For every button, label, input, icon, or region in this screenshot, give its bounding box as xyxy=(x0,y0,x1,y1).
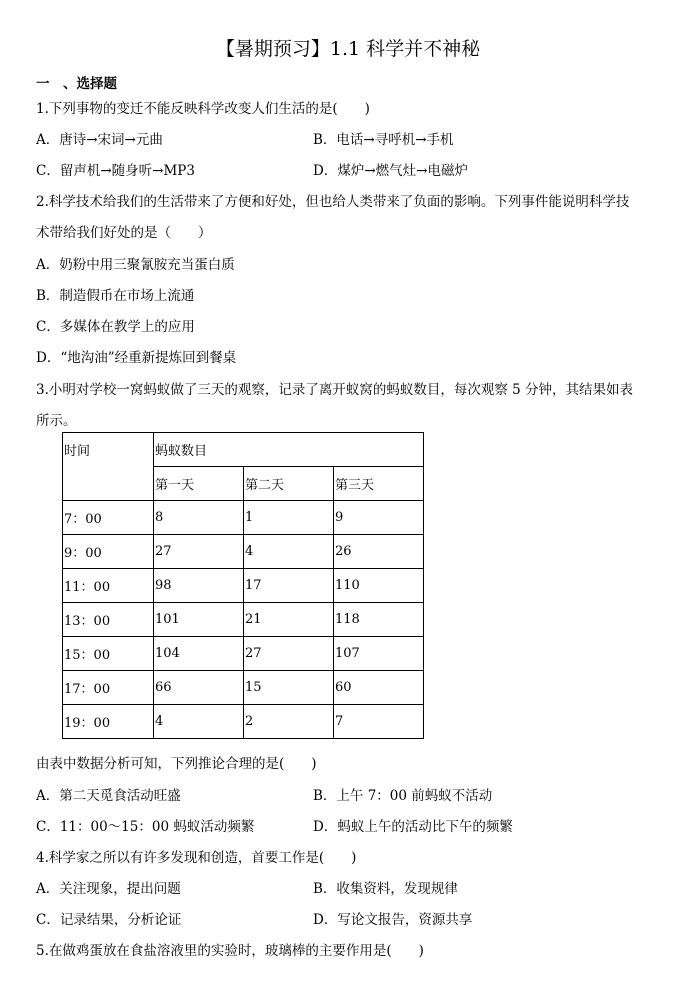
table-time-header: 时间 xyxy=(63,433,154,501)
table-row xyxy=(63,637,424,671)
table-cell-time: 17：00 xyxy=(63,671,154,705)
question-1-option-a: A．唐诗→宋词→元曲 xyxy=(36,132,163,148)
ant-count-table xyxy=(62,432,424,739)
table-cell-time: 7：00 xyxy=(63,501,154,535)
table-cell: 17 xyxy=(244,569,334,603)
table-cell: 8 xyxy=(154,501,244,535)
table-cell: 7 xyxy=(334,705,424,739)
table-cell: 4 xyxy=(154,705,244,739)
table-cell-time: 15：00 xyxy=(63,637,154,671)
table-cell: 27 xyxy=(244,637,334,671)
question-4-option-a: A．关注现象，提出问题 xyxy=(36,881,181,897)
question-3-option-c: C．11：00～15：00 蚂蚁活动频繁 xyxy=(36,819,255,835)
question-3-option-d: D．蚂蚁上午的活动比下午的频繁 xyxy=(313,819,513,835)
table-cell: 4 xyxy=(244,535,334,569)
table-cell: 66 xyxy=(154,671,244,705)
table-cell-time: 19：00 xyxy=(63,705,154,739)
table-cell: 104 xyxy=(154,637,244,671)
table-cell: 26 xyxy=(334,535,424,569)
question-4-option-d: D．写论文报告，资源共享 xyxy=(313,912,473,928)
question-3-prompt: 由表中数据分析可知，下列推论合理的是( ) xyxy=(36,756,317,772)
table-cell-time: 11：00 xyxy=(63,569,154,603)
table-row xyxy=(63,671,424,705)
question-2-stem-line1: 2.科学技术给我们的生活带来了方便和好处，但也给人类带来了负面的影响。下列事件能说明科学技 xyxy=(36,194,630,210)
question-2-option-d: D．“地沟油”经重新提炼回到餐桌 xyxy=(36,350,237,366)
table-cell: 60 xyxy=(334,671,424,705)
table-row xyxy=(63,705,424,739)
table-cell: 1 xyxy=(244,501,334,535)
table-cell: 9 xyxy=(334,501,424,535)
question-2-stem-line2: 术带给我们好处的是（ ） xyxy=(36,225,212,241)
question-2-option-c: C．多媒体在教学上的应用 xyxy=(36,319,195,335)
table-cell: 21 xyxy=(244,603,334,637)
question-1-option-b: B．电话→寻呼机→手机 xyxy=(313,132,454,148)
table-cell: 27 xyxy=(154,535,244,569)
table-cell: 98 xyxy=(154,569,244,603)
question-3-stem-line1: 3.小明对学校一窝蚂蚁做了三天的观察，记录了离开蚁窝的蚂蚁数目，每次观察 5 分钟，其结果如表 xyxy=(36,382,634,398)
table-row xyxy=(63,569,424,603)
table-row xyxy=(63,603,424,637)
table-row xyxy=(63,501,424,535)
section-heading: 一 、选择题 xyxy=(36,76,117,92)
table-cell: 15 xyxy=(244,671,334,705)
question-4-option-c: C．记录结果，分析论证 xyxy=(36,912,182,928)
table-header-row xyxy=(63,433,424,467)
question-4-stem: 4.科学家之所以有许多发现和创造，首要工作是( ) xyxy=(36,850,357,866)
table-day-header: 第一天 xyxy=(154,467,244,501)
table-cell: 101 xyxy=(154,603,244,637)
question-1-option-c: C．留声机→随身听→MP3 xyxy=(36,163,195,179)
table-day-header: 第三天 xyxy=(334,467,424,501)
table-day-header: 第二天 xyxy=(244,467,334,501)
question-3-option-a: A．第二天觅食活动旺盛 xyxy=(36,788,181,804)
question-1-stem: 1.下列事物的变迁不能反映科学改变人们生活的是( ) xyxy=(36,101,370,117)
table-cell: 110 xyxy=(334,569,424,603)
question-3-option-b: B．上午 7：00 前蚂蚁不活动 xyxy=(313,788,493,804)
table-cell: 2 xyxy=(244,705,334,739)
question-5-stem: 5.在做鸡蛋放在食盐溶液里的实验时，玻璃棒的主要作用是( ) xyxy=(36,943,424,959)
table-cell: 118 xyxy=(334,603,424,637)
page-title: 【暑期预习】1.1 科学并不神秘 xyxy=(215,38,481,60)
question-3-stem-line2: 所示。 xyxy=(36,413,77,429)
table-count-header: 蚂蚁数目 xyxy=(154,433,424,467)
table-cell: 107 xyxy=(334,637,424,671)
question-4-option-b: B．收集资料，发现规律 xyxy=(313,881,458,897)
question-2-option-a: A．奶粉中用三聚氰胺充当蛋白质 xyxy=(36,257,235,273)
question-1-option-d: D．煤炉→燃气灶→电磁炉 xyxy=(313,163,468,179)
question-2-option-b: B．制造假币在市场上流通 xyxy=(36,288,195,304)
table-cell-time: 13：00 xyxy=(63,603,154,637)
table-row xyxy=(63,535,424,569)
table-cell-time: 9：00 xyxy=(63,535,154,569)
